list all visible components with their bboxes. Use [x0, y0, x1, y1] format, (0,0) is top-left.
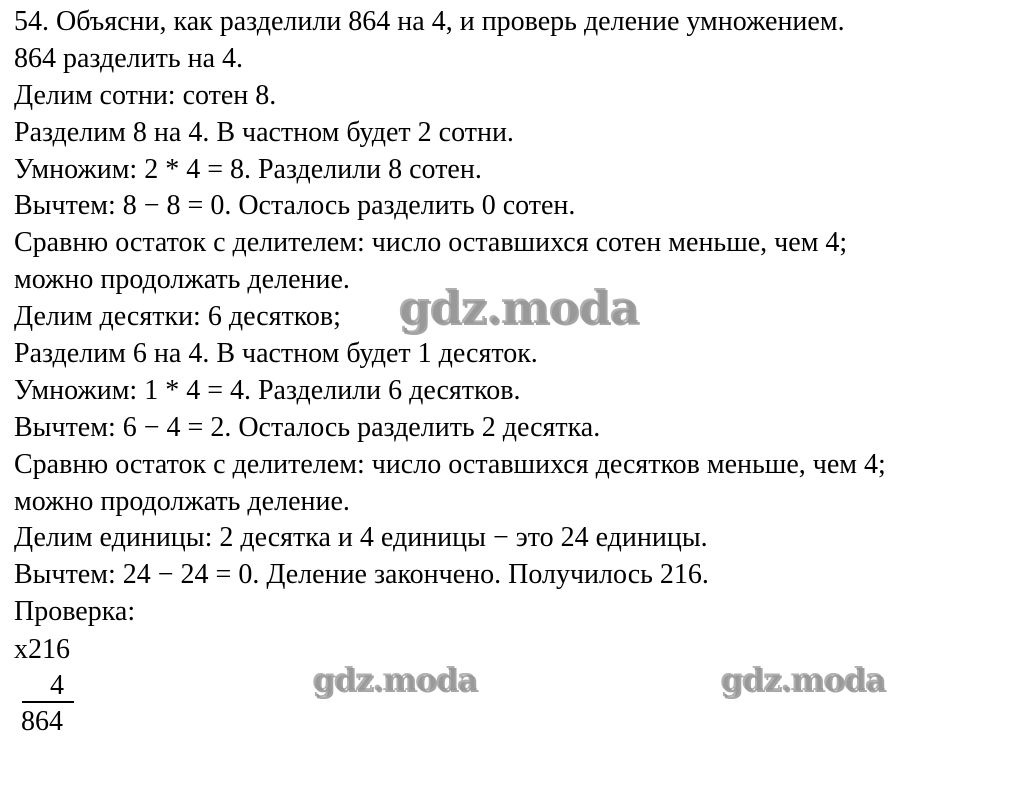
watermark-logo: gdz.moda	[312, 660, 477, 698]
multiplication-check	[14, 632, 70, 740]
watermark-logo: gdz.moda	[720, 660, 885, 698]
check-result: 864	[21, 706, 63, 737]
text-line: Умножим: 2 * 4 = 8. Разделили 8 сотен.	[14, 153, 482, 185]
text-line: можно продолжать деление.	[14, 264, 350, 296]
text-line: Вычтем: 8 − 8 = 0. Осталось разделить 0 сотен.	[14, 190, 576, 222]
text-line: Вычтем: 24 − 24 = 0. Деление закончено. Получилось 216.	[14, 559, 709, 591]
check-heading: Проверка:	[14, 596, 136, 628]
watermark-logo: gdz.moda	[398, 280, 638, 334]
text-line: Делим сотни: сотен 8.	[14, 79, 277, 111]
text-line: Делим единицы: 2 десятка и 4 единицы − это 24 единицы.	[14, 522, 708, 554]
check-underline	[22, 701, 74, 703]
text-line: Делим десятки: 6 десятков;	[14, 301, 341, 333]
text-line: 864 разделить на 4.	[14, 42, 244, 74]
text-line: Умножим: 1 * 4 = 4. Разделили 6 десятков.	[14, 374, 521, 406]
text-line: можно продолжать деление.	[14, 485, 350, 517]
text-line: Разделим 8 на 4. В частном будет 2 сотни.	[14, 116, 514, 148]
check-factor-1: x216	[14, 634, 70, 665]
text-line: Вычтем: 6 − 4 = 2. Осталось разделить 2 десятка.	[14, 411, 601, 443]
text-line: Сравню остаток с делителем: число оставшихся десятков меньше, чем 4;	[14, 448, 886, 480]
check-factor-2: 4	[50, 670, 64, 701]
text-line: Разделим 6 на 4. В частном будет 1 десяток.	[14, 338, 538, 370]
task-title: 54. Объясни, как разделили 864 на 4, и проверь деление умножением.	[14, 6, 845, 37]
text-line: Сравню остаток с делителем: число оставшихся сотен меньше, чем 4;	[14, 227, 848, 259]
